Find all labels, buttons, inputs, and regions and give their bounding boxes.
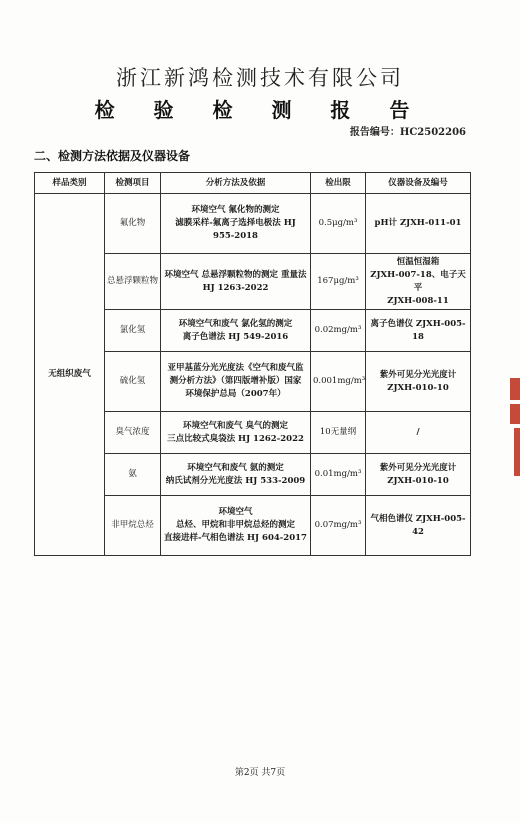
red-stamp-edge [510, 378, 520, 400]
red-stamp-edge [510, 404, 520, 424]
limit-cell: 0.001mg/m³ [311, 352, 366, 412]
equipment-cell: 紫外可见分光光度计 ZJXH-010-10 [366, 454, 471, 496]
red-stamp-edge [514, 428, 520, 476]
method-cell: 环境空气 氟化物的测定 滤膜采样-氟离子选择电极法 HJ 955-2018 [161, 194, 311, 254]
limit-cell: 0.5μg/m³ [311, 194, 366, 254]
equipment-cell: 离子色谱仪 ZJXH-005-18 [366, 310, 471, 352]
table-header-row [35, 173, 471, 194]
header-cell: 样品类别 [35, 173, 105, 194]
method-cell: 环境空气和废气 氨的测定 纳氏试剂分光光度法 HJ 533-2009 [161, 454, 311, 496]
item-cell: 硫化氢 [105, 352, 161, 412]
section-title: 二、检测方法依据及仪器设备 [34, 149, 191, 163]
report-title: 检 验 检 测 报 告 [94, 98, 426, 122]
equipment-cell: / [366, 412, 471, 454]
equipment-cell: pH计 ZJXH-011-01 [366, 194, 471, 254]
item-cell: 臭气浓度 [105, 412, 161, 454]
equipment-cell: 气相色谱仪 ZJXH-005-42 [366, 496, 471, 556]
item-cell: 总悬浮颗粒物 [105, 254, 161, 310]
header-cell: 检测项目 [105, 173, 161, 194]
limit-cell: 0.07mg/m³ [311, 496, 366, 556]
company-name: 浙江新鸿检测技术有限公司 [116, 66, 404, 90]
methods-table [34, 172, 471, 556]
item-cell: 氨 [105, 454, 161, 496]
item-cell: 非甲烷总烃 [105, 496, 161, 556]
item-cell: 氟化物 [105, 194, 161, 254]
header-cell: 分析方法及依据 [161, 173, 311, 194]
method-cell: 环境空气和废气 氯化氢的测定 离子色谱法 HJ 549-2016 [161, 310, 311, 352]
limit-cell: 10无量纲 [311, 412, 366, 454]
limit-cell: 167μg/m³ [311, 254, 366, 310]
limit-cell: 0.02mg/m³ [311, 310, 366, 352]
table-row [35, 194, 471, 254]
report-number: 报告编号：HC2502206 [349, 127, 466, 138]
limit-cell: 0.01mg/m³ [311, 454, 366, 496]
equipment-cell: 紫外可见分光光度计 ZJXH-010-10 [366, 352, 471, 412]
header-cell: 检出限 [311, 173, 366, 194]
method-cell: 环境空气 总烃、甲烷和非甲烷总烃的测定 直接进样-气相色谱法 HJ 604-2017 [161, 496, 311, 556]
method-cell: 环境空气和废气 臭气的测定 三点比较式臭袋法 HJ 1262-2022 [161, 412, 311, 454]
header-cell: 仪器设备及编号 [366, 173, 471, 194]
method-cell: 环境空气 总悬浮颗粒物的测定 重量法 HJ 1263-2022 [161, 254, 311, 310]
method-cell: 亚甲基蓝分光光度法《空气和废气监 测分析方法》（第四版增补版）国家 环境保护总局（2007年） [161, 352, 311, 412]
page-footer: 第2页 共7页 [234, 768, 286, 778]
equipment-cell: 恒温恒湿箱 ZJXH-007-18、电子天平 ZJXH-008-11 [366, 254, 471, 310]
sample-category-cell: 无组织废气 [35, 194, 105, 556]
item-cell: 氯化氢 [105, 310, 161, 352]
